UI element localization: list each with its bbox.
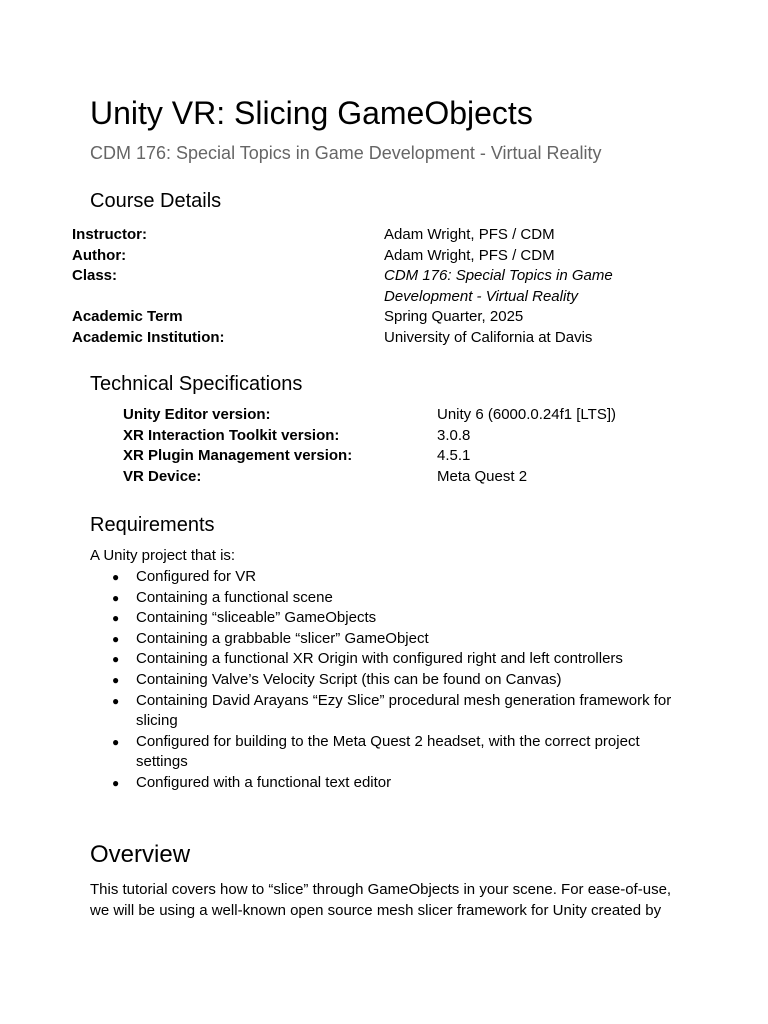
course-details-table — [72, 225, 652, 349]
academic-term-value: Spring Quarter, 2025 — [384, 308, 524, 326]
vr-device-label: VR Device: — [123, 467, 202, 485]
list-item — [90, 588, 690, 609]
xr-interaction-toolkit-label: XR Interaction Toolkit version: — [123, 426, 340, 444]
course-details-heading: Course Details — [90, 190, 222, 212]
list-item — [90, 691, 690, 732]
list-item — [90, 629, 690, 650]
bullet-icon: ● — [112, 611, 120, 626]
overview-heading: Overview — [90, 841, 191, 868]
unity-editor-version-value: Unity 6 (6000.0.24f1 [LTS]) — [437, 406, 616, 423]
class-label: Class: — [72, 267, 118, 285]
instructor-label: Instructor: — [72, 226, 147, 243]
academic-term-label: Academic Term — [72, 308, 183, 326]
course-details-row — [72, 266, 652, 307]
bullet-icon: ● — [112, 672, 120, 687]
technical-specifications-heading: Technical Specifications — [90, 373, 303, 395]
list-item-text: Configured for building to the Meta Quest 2 headset, with the correct project settings — [136, 732, 640, 771]
course-details-row — [72, 328, 652, 349]
overview-paragraph: This tutorial covers how to “slice” through GameObjects in your scene. For ease-of-use, we will be using a well-known open source mesh slicer framework for Unity created by — [90, 881, 672, 919]
list-item — [90, 670, 690, 691]
class-value: CDM 176: Special Topics in Game Development - Virtual Reality — [384, 267, 613, 305]
academic-institution-value: University of California at Davis — [384, 328, 593, 346]
document-subtitle: CDM 176: Special Topics in Game Development - Virtual Reality — [90, 143, 602, 163]
bullet-icon: ● — [112, 693, 120, 708]
unity-editor-version-label: Unity Editor version: — [123, 406, 271, 423]
document-title: Unity VR: Slicing GameObjects — [90, 95, 533, 131]
list-item — [90, 567, 690, 588]
list-item — [90, 732, 690, 773]
list-item — [90, 649, 690, 670]
course-details-row — [72, 225, 652, 246]
author-value: Adam Wright, PFS / CDM — [384, 246, 555, 264]
xr-plugin-management-label: XR Plugin Management version: — [123, 447, 353, 465]
tech-spec-row — [123, 446, 683, 467]
tech-spec-row — [123, 426, 683, 447]
requirements-list — [90, 567, 690, 794]
list-item-text: Containing Valve’s Velocity Script (this can be found on Canvas) — [136, 670, 562, 688]
bullet-icon: ● — [112, 570, 120, 584]
list-item — [90, 773, 690, 794]
course-details-row — [72, 307, 652, 328]
instructor-value: Adam Wright, PFS / CDM — [384, 226, 555, 243]
list-item-text: Configured with a functional text editor — [136, 773, 392, 791]
tech-spec-row — [123, 405, 683, 426]
technical-specifications-table — [123, 405, 683, 487]
vr-device-value: Meta Quest 2 — [437, 467, 528, 485]
requirements-intro: A Unity project that is: — [90, 547, 236, 564]
academic-institution-label: Academic Institution: — [72, 328, 225, 346]
bullet-icon: ● — [112, 652, 120, 667]
bullet-icon: ● — [112, 631, 120, 646]
course-details-row — [72, 246, 652, 267]
bullet-icon: ● — [112, 734, 120, 749]
author-label: Author: — [72, 246, 127, 264]
xr-interaction-toolkit-value: 3.0.8 — [437, 426, 471, 444]
list-item-text: Containing a functional scene — [136, 588, 333, 606]
list-item-text: Containing a grabbable “slicer” GameObject — [136, 629, 429, 647]
list-item-text: Containing “sliceable” GameObjects — [136, 609, 377, 627]
list-item-text: Configured for VR — [136, 568, 257, 585]
requirements-heading: Requirements — [90, 514, 215, 536]
list-item — [90, 608, 690, 629]
xr-plugin-management-value: 4.5.1 — [437, 447, 471, 465]
bullet-icon: ● — [112, 590, 120, 605]
tech-spec-row — [123, 467, 683, 488]
bullet-icon: ● — [112, 775, 120, 790]
list-item-text: Containing a functional XR Origin with configured right and left controllers — [136, 650, 623, 668]
list-item-text: Containing David Arayans “Ezy Slice” procedural mesh generation framework for slicing — [136, 691, 672, 730]
